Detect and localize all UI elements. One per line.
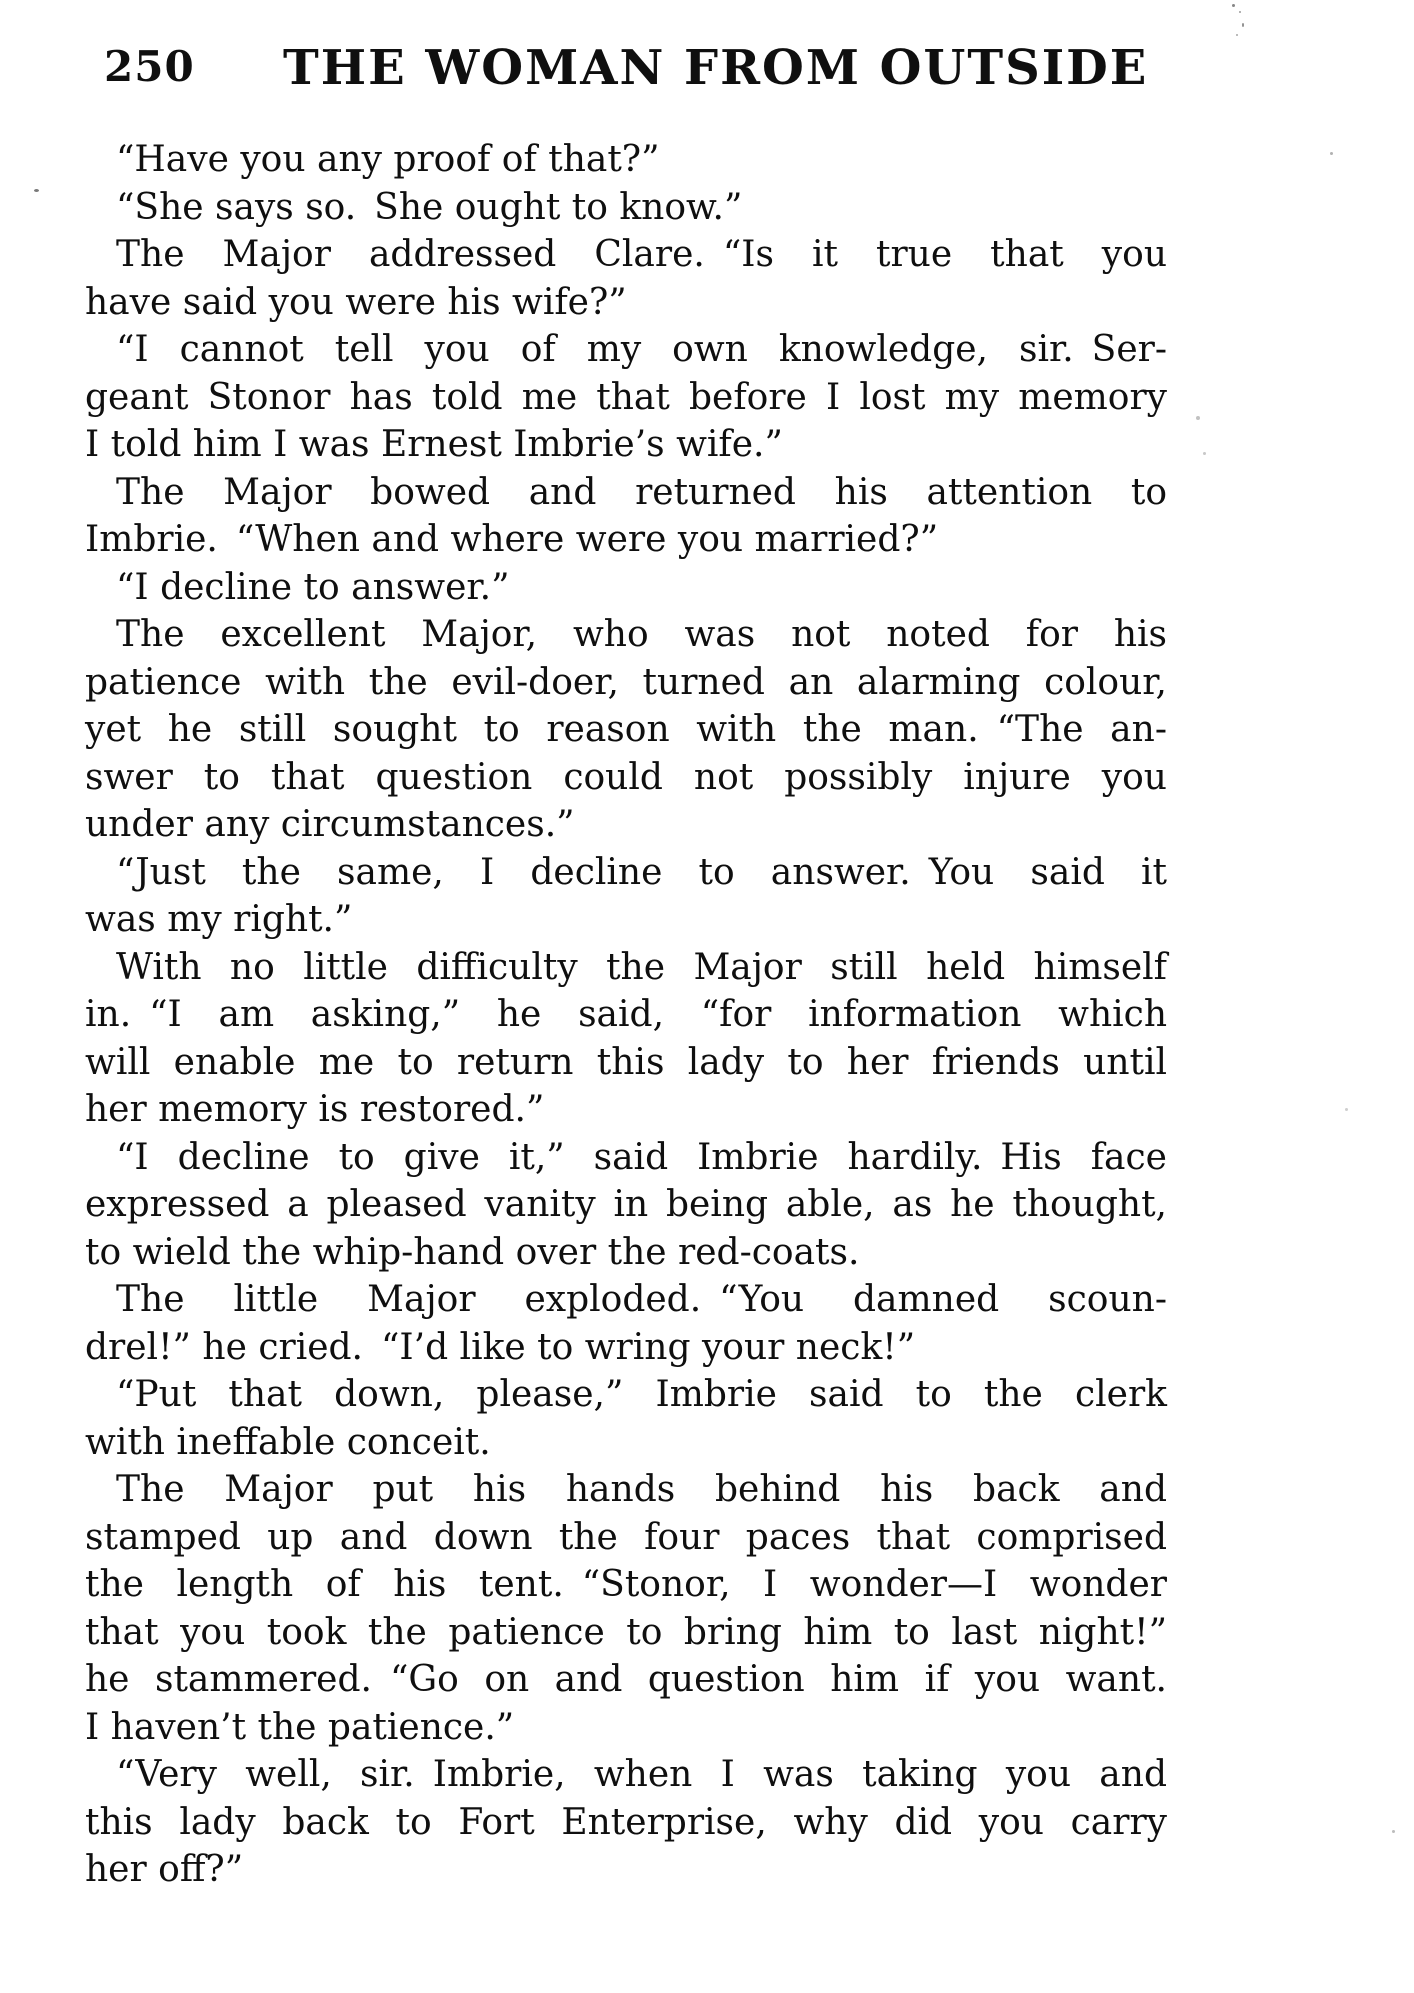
text-line: The Major addressed Clare. “Is it true that you xyxy=(116,234,1167,275)
text-line: will enable me to return this lady to her friends until xyxy=(85,1041,1167,1083)
page-text xyxy=(85,136,1167,1894)
text-line: “She says so. She ought to know.” xyxy=(116,186,743,228)
text-line: expressed a pleased vanity in being able, as he thought, xyxy=(85,1184,1167,1225)
text-line: patience with the evil-doer, turned an alarming colour, xyxy=(85,661,1167,703)
text-line: with ineffable conceit. xyxy=(85,1421,491,1463)
text-line: With no little difficulty the Major still held himself xyxy=(116,946,1167,988)
running-title: THE WOMAN FROM OUTSIDE xyxy=(283,40,1149,96)
text-line: under any circumstances.” xyxy=(85,804,575,845)
text-line: that you took the patience to bring him to last night!” xyxy=(85,1611,1167,1653)
scan-speck xyxy=(1239,11,1241,13)
text-line: I haven’t the patience.” xyxy=(85,1706,515,1748)
text-line: to wield the whip-hand over the red-coats. xyxy=(85,1231,860,1273)
text-line: “I decline to answer.” xyxy=(116,566,510,608)
text-line: the length of his tent. “Stonor, I wonder—I wonder xyxy=(85,1564,1167,1605)
text-line: “I cannot tell you of my own knowledge, sir. Ser- xyxy=(116,329,1167,370)
text-line: have said you were his wife?” xyxy=(85,281,627,323)
text-line: her memory is restored.” xyxy=(85,1089,545,1130)
text-line: “Very well, sir. Imbrie, when I was taking you and xyxy=(116,1754,1167,1795)
scan-speck xyxy=(1345,1108,1348,1111)
scan-speck xyxy=(1232,4,1235,7)
scan-speck xyxy=(1242,23,1244,27)
scan-speck xyxy=(1392,1830,1395,1833)
scan-speck xyxy=(34,189,39,192)
text-line: this lady back to Fort Enterprise, why did you carry xyxy=(85,1801,1167,1843)
text-line: stamped up and down the four paces that comprised xyxy=(85,1516,1167,1558)
text-line: was my right.” xyxy=(85,899,353,940)
text-line: her off?” xyxy=(85,1849,244,1890)
text-line: Imbrie. “When and where were you married?” xyxy=(85,519,939,560)
text-line: The Major bowed and returned his attention to xyxy=(116,471,1167,513)
text-line: he stammered. “Go on and question him if you want. xyxy=(85,1659,1167,1700)
scan-speck xyxy=(1196,416,1200,420)
text-line: in. “I am asking,” he said, “for information which xyxy=(85,994,1167,1035)
page-number: 250 xyxy=(104,42,195,91)
text-line: The excellent Major, who was not noted for his xyxy=(116,614,1167,655)
text-line: “Have you any proof of that?” xyxy=(116,139,660,180)
text-line: yet he still sought to reason with the man. “The an- xyxy=(85,709,1167,750)
scan-speck xyxy=(1236,34,1238,36)
text-line: “Put that down, please,” Imbrie said to the clerk xyxy=(116,1374,1167,1415)
text-line: The little Major exploded. “You damned scoun- xyxy=(116,1279,1167,1320)
page-header xyxy=(0,0,1414,110)
scan-speck xyxy=(1203,452,1206,455)
text-line: swer to that question could not possibly injure you xyxy=(85,756,1167,798)
text-line: I told him I was Ernest Imbrie’s wife.” xyxy=(85,424,783,465)
text-line: “I decline to give it,” said Imbrie hardily. His face xyxy=(116,1136,1167,1178)
text-line: “Just the same, I decline to answer. You said it xyxy=(116,851,1167,893)
scan-speck xyxy=(1330,152,1333,155)
text-line: The Major put his hands behind his back and xyxy=(116,1469,1167,1510)
text-line: drel!” he cried. “I’d like to wring your neck!” xyxy=(85,1326,916,1368)
text-line: geant Stonor has told me that before I lost my memory xyxy=(85,376,1167,418)
